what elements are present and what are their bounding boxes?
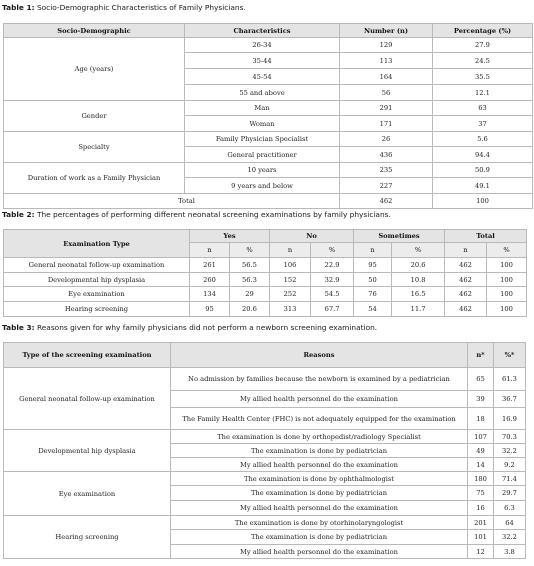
column-header: Percentage (%): [433, 24, 533, 38]
table-header-row: [4, 24, 533, 38]
table-cell: 261: [190, 258, 230, 273]
table-cell: 113: [340, 53, 433, 69]
column-subheader: %: [487, 243, 527, 258]
table-cell: 26-34: [185, 38, 340, 53]
table-cell: 462: [340, 194, 433, 209]
table3: [3, 342, 526, 559]
table-cell: 180: [468, 472, 494, 486]
column-subheader: n: [354, 243, 392, 258]
reason-cell: My allied health personnel do the examination: [171, 545, 468, 559]
table-cell: 18: [468, 408, 494, 430]
table-cell: 5.6: [433, 132, 533, 147]
column-header: No: [270, 230, 354, 243]
table-cell: 16: [468, 501, 494, 516]
reason-cell: The examination is done by ophthalmologist: [171, 472, 468, 486]
column-header: Characteristics: [185, 24, 340, 38]
table-cell: 462: [445, 302, 487, 317]
column-header: Number (n): [340, 24, 433, 38]
total-label: Total: [4, 194, 340, 209]
table-cell: 16.9: [494, 408, 526, 430]
table-row: [4, 258, 527, 273]
table-cell: 55 and above: [185, 85, 340, 101]
table-cell: 313: [270, 302, 311, 317]
table-cell: 32.2: [494, 530, 526, 545]
table-cell: 12.1: [433, 85, 533, 101]
table-row: [4, 101, 533, 116]
table-cell: 22.9: [311, 258, 354, 273]
table-row: [4, 287, 527, 302]
table-cell: 35.5: [433, 69, 533, 85]
table-header-row: [4, 230, 527, 243]
column-header: Examination Type: [4, 230, 190, 258]
table-cell: 29: [230, 287, 270, 302]
table-cell: 56.3: [230, 273, 270, 287]
table-cell: 260: [190, 273, 230, 287]
table-cell: 56.5: [230, 258, 270, 273]
table-cell: 16.5: [392, 287, 445, 302]
table-row: [4, 273, 527, 287]
table-cell: 101: [468, 530, 494, 545]
table-cell: 10.8: [392, 273, 445, 287]
table3-caption: Table 3: Reasons given for why family physicians did not perform a newborn screening examination.: [2, 323, 378, 332]
table-cell: 152: [270, 273, 311, 287]
table-cell: 50.9: [433, 163, 533, 178]
column-subheader: %: [230, 243, 270, 258]
table-cell: Man: [185, 101, 340, 116]
reason-cell: My allied health personnel do the examination: [171, 458, 468, 472]
table-cell: 171: [340, 116, 433, 132]
table-cell: 106: [270, 258, 311, 273]
table-cell: 75: [468, 486, 494, 501]
column-header: n*: [468, 343, 494, 368]
table-row: [4, 163, 533, 178]
table-cell: 134: [190, 287, 230, 302]
table-cell: 65: [468, 368, 494, 391]
table-cell: 100: [487, 302, 527, 317]
table-cell: 24.5: [433, 53, 533, 69]
table-cell: 462: [445, 273, 487, 287]
table-cell: 95: [354, 258, 392, 273]
table-cell: 50: [354, 273, 392, 287]
table2-caption: Table 2: The percentages of performing different neonatal screening examinations by family physicians.: [2, 210, 391, 219]
reason-cell: My allied health personnel do the examination: [171, 501, 468, 516]
table-cell: 3.8: [494, 545, 526, 559]
column-header: Reasons: [171, 343, 468, 368]
row-label: Developmental hip dysplasia: [4, 273, 190, 287]
column-header: %*: [494, 343, 526, 368]
table-cell: 54: [354, 302, 392, 317]
column-header: Yes: [190, 230, 270, 243]
column-header: Sometimes: [354, 230, 445, 243]
table-cell: 63: [433, 101, 533, 116]
group-label: Specialty: [4, 132, 185, 163]
table-row: [4, 132, 533, 147]
table-row: [4, 430, 526, 444]
table-cell: 64: [494, 516, 526, 530]
table-cell: 100: [487, 287, 527, 302]
table-cell: 12: [468, 545, 494, 559]
table-cell: 100: [487, 273, 527, 287]
column-header: Type of the screening examination: [4, 343, 171, 368]
table2: [3, 229, 527, 317]
table-cell: 20.6: [230, 302, 270, 317]
table-cell: Woman: [185, 116, 340, 132]
table-cell: 32.9: [311, 273, 354, 287]
table-cell: 462: [445, 287, 487, 302]
column-subheader: n: [190, 243, 230, 258]
table-cell: 45-54: [185, 69, 340, 85]
group-label: Developmental hip dysplasia: [4, 430, 171, 472]
table-row: [4, 38, 533, 53]
table1: [3, 23, 533, 209]
group-label: General neonatal follow-up examination: [4, 368, 171, 430]
group-label: Eye examination: [4, 472, 171, 516]
table-cell: 6.3: [494, 501, 526, 516]
column-subheader: %: [392, 243, 445, 258]
table-cell: 10 years: [185, 163, 340, 178]
table-cell: 36.7: [494, 391, 526, 408]
table-cell: 252: [270, 287, 311, 302]
table-cell: 27.9: [433, 38, 533, 53]
table-header-row: [4, 343, 526, 368]
table-cell: 32.2: [494, 444, 526, 458]
table-cell: 14: [468, 458, 494, 472]
table-cell: 71.4: [494, 472, 526, 486]
table-cell: 67.7: [311, 302, 354, 317]
table-row: [4, 302, 527, 317]
table-cell: 70.3: [494, 430, 526, 444]
table-cell: 95: [190, 302, 230, 317]
table-cell: 37: [433, 116, 533, 132]
table-row: [4, 472, 526, 486]
group-label: Gender: [4, 101, 185, 132]
column-header: Total: [445, 230, 527, 243]
table-cell: 11.7: [392, 302, 445, 317]
group-label: Age (years): [4, 38, 185, 101]
group-label: Duration of work as a Family Physician: [4, 163, 185, 194]
column-subheader: %: [311, 243, 354, 258]
table-cell: 61.3: [494, 368, 526, 391]
row-label: Hearing screening: [4, 302, 190, 317]
group-label: Hearing screening: [4, 516, 171, 559]
table-cell: Family Physician Specialist: [185, 132, 340, 147]
table-cell: 26: [340, 132, 433, 147]
table-cell: 56: [340, 85, 433, 101]
table-total-row: [4, 194, 533, 209]
column-header: Socio-Demographic: [4, 24, 185, 38]
table-cell: 9 years and below: [185, 178, 340, 194]
reason-cell: The examination is done by pediatrician: [171, 530, 468, 545]
table-cell: 29.7: [494, 486, 526, 501]
table-cell: 129: [340, 38, 433, 53]
table-row: [4, 368, 526, 391]
table-cell: 49.1: [433, 178, 533, 194]
reason-cell: The Family Health Center (FHC) is not adequately equipped for the examination: [171, 408, 468, 430]
table-cell: 9.2: [494, 458, 526, 472]
table-cell: 94.4: [433, 147, 533, 163]
table-cell: 235: [340, 163, 433, 178]
table-cell: 462: [445, 258, 487, 273]
table-cell: 227: [340, 178, 433, 194]
reason-cell: The examination is done by pediatrician: [171, 486, 468, 501]
reason-cell: The examination is done by orthopedist/radiology Specialist: [171, 430, 468, 444]
reason-cell: The examination is done by otorhinolaryngologist: [171, 516, 468, 530]
table-cell: 39: [468, 391, 494, 408]
row-label: Eye examination: [4, 287, 190, 302]
table-row: [4, 516, 526, 530]
table-cell: 54.5: [311, 287, 354, 302]
reason-cell: No admission by families because the newborn is examined by a pediatrician: [171, 368, 468, 391]
table-cell: General practitioner: [185, 147, 340, 163]
reason-cell: My allied health personnel do the examination: [171, 391, 468, 408]
table-cell: 76: [354, 287, 392, 302]
column-subheader: n: [445, 243, 487, 258]
column-subheader: n: [270, 243, 311, 258]
table-cell: 49: [468, 444, 494, 458]
table-cell: 164: [340, 69, 433, 85]
table-cell: 107: [468, 430, 494, 444]
table-cell: 35-44: [185, 53, 340, 69]
table-cell: 436: [340, 147, 433, 163]
reason-cell: The examination is done by pediatrician: [171, 444, 468, 458]
table-cell: 201: [468, 516, 494, 530]
table-cell: 100: [487, 258, 527, 273]
table-cell: 291: [340, 101, 433, 116]
row-label: General neonatal follow-up examination: [4, 258, 190, 273]
table1-caption: Table 1: Socio-Demographic Characteristics of Family Physicians.: [2, 3, 246, 12]
table-cell: 20.6: [392, 258, 445, 273]
table-cell: 100: [433, 194, 533, 209]
